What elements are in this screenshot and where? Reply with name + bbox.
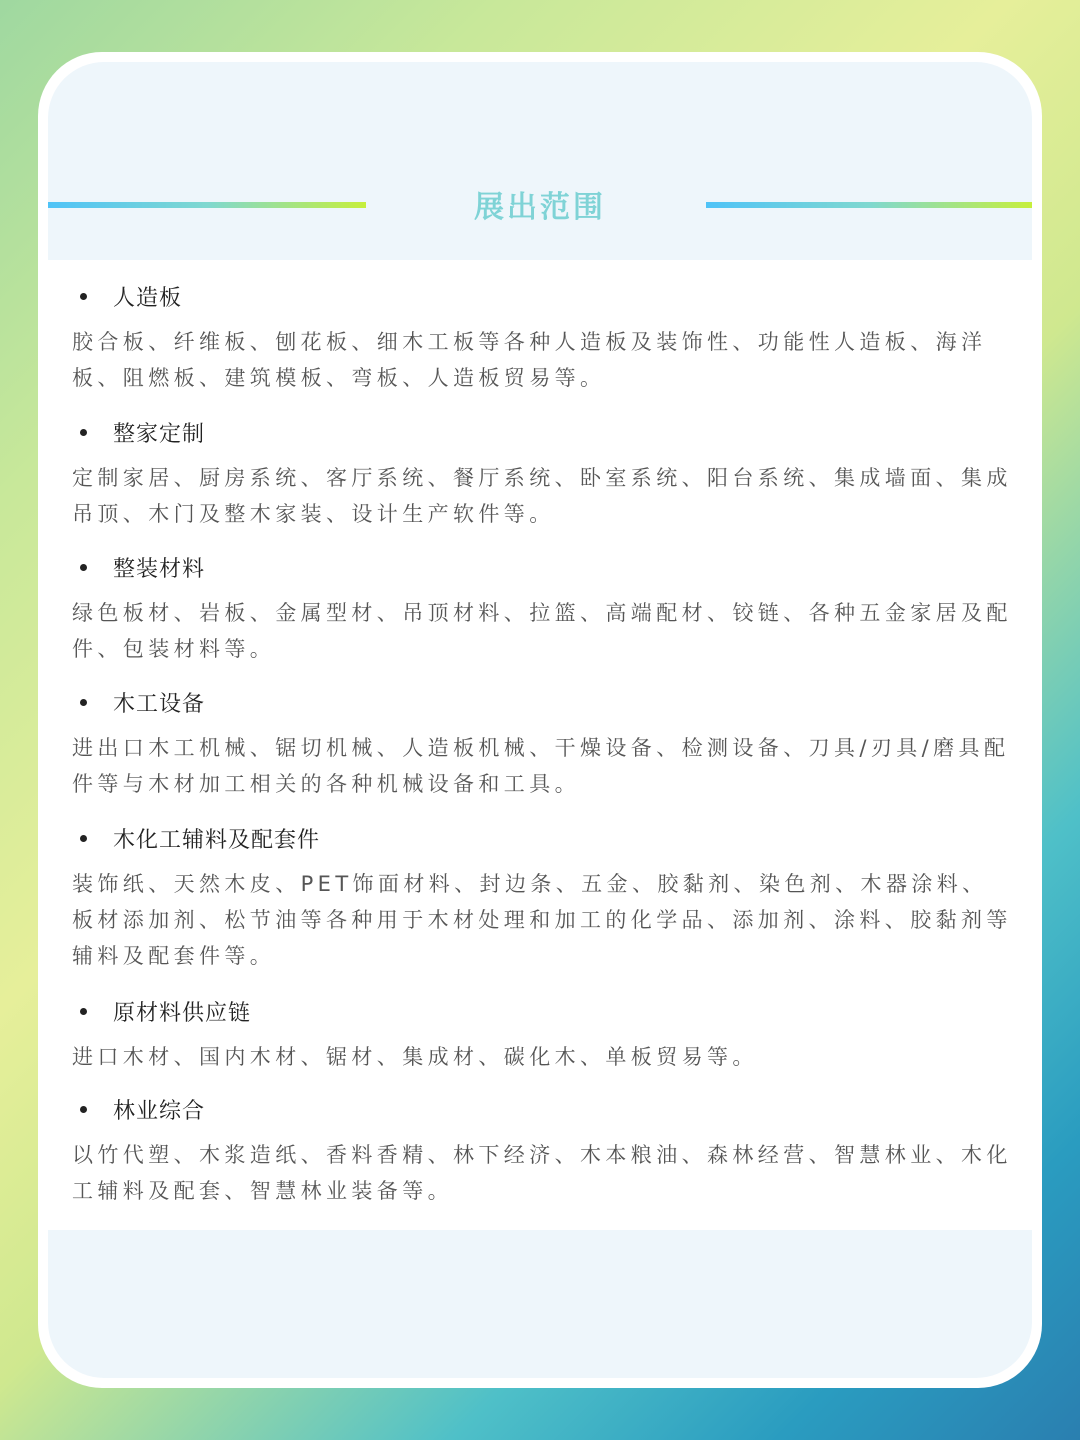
bullet-icon <box>80 564 87 571</box>
item-heading: 林业综合 <box>113 1098 206 1124</box>
bullet-icon <box>80 699 87 706</box>
list-item <box>48 1087 1032 1209</box>
bullet-icon <box>80 1106 87 1113</box>
bullet-icon <box>80 293 87 300</box>
list-item <box>48 989 1032 1075</box>
item-heading: 人造板 <box>113 285 183 311</box>
section-header <box>48 62 1032 260</box>
item-heading: 原材料供应链 <box>113 1000 252 1026</box>
item-description: 以竹代塑、木浆造纸、香料香精、林下经济、木本粮油、森林经营、智慧林业、木化工辅料及配套、智慧林业装备等。 <box>72 1143 1012 1203</box>
page-title: 展出范围 <box>474 190 606 225</box>
bullet-icon <box>80 1008 87 1015</box>
bullet-icon <box>80 835 87 842</box>
list-item <box>48 545 1032 667</box>
list-item <box>48 274 1032 396</box>
item-description: 胶合板、纤维板、刨花板、细木工板等各种人造板及装饰性、功能性人造板、海洋板、阻燃板、建筑模板、弯板、人造板贸易等。 <box>72 330 987 390</box>
item-description: 装饰纸、天然木皮、PET饰面材料、封边条、五金、胶黏剂、染色剂、木器涂料、板材添加剂、松节油等各种用于木材处理和加工的化学品、添加剂、涂料、胶黏剂等辅料及配套件等。 <box>72 872 1012 968</box>
card-inner <box>48 62 1032 1378</box>
item-heading: 整装材料 <box>113 556 206 582</box>
item-heading: 木工设备 <box>113 691 206 717</box>
item-description: 进出口木工机械、锯切机械、人造板机械、干燥设备、检测设备、刀具/刃具/磨具配件等与木材加工相关的各种机械设备和工具。 <box>72 736 1010 796</box>
bullet-icon <box>80 429 87 436</box>
item-heading: 木化工辅料及配套件 <box>113 827 321 853</box>
content-card <box>38 52 1042 1388</box>
item-heading: 整家定制 <box>113 421 206 447</box>
list-item <box>48 816 1032 974</box>
item-description: 绿色板材、岩板、金属型材、吊顶材料、拉篮、高端配材、铰链、各种五金家居及配件、包装材料等。 <box>72 601 1012 661</box>
exhibit-scope-list <box>48 260 1032 1230</box>
list-item <box>48 410 1032 532</box>
item-description: 定制家居、厨房系统、客厅系统、餐厅系统、卧室系统、阳台系统、集成墙面、集成吊顶、木门及整木家装、设计生产软件等。 <box>72 466 1012 526</box>
item-description: 进口木材、国内木材、锯材、集成材、碳化木、单板贸易等。 <box>72 1045 758 1069</box>
list-item <box>48 680 1032 802</box>
header-rule-right <box>706 202 1032 208</box>
